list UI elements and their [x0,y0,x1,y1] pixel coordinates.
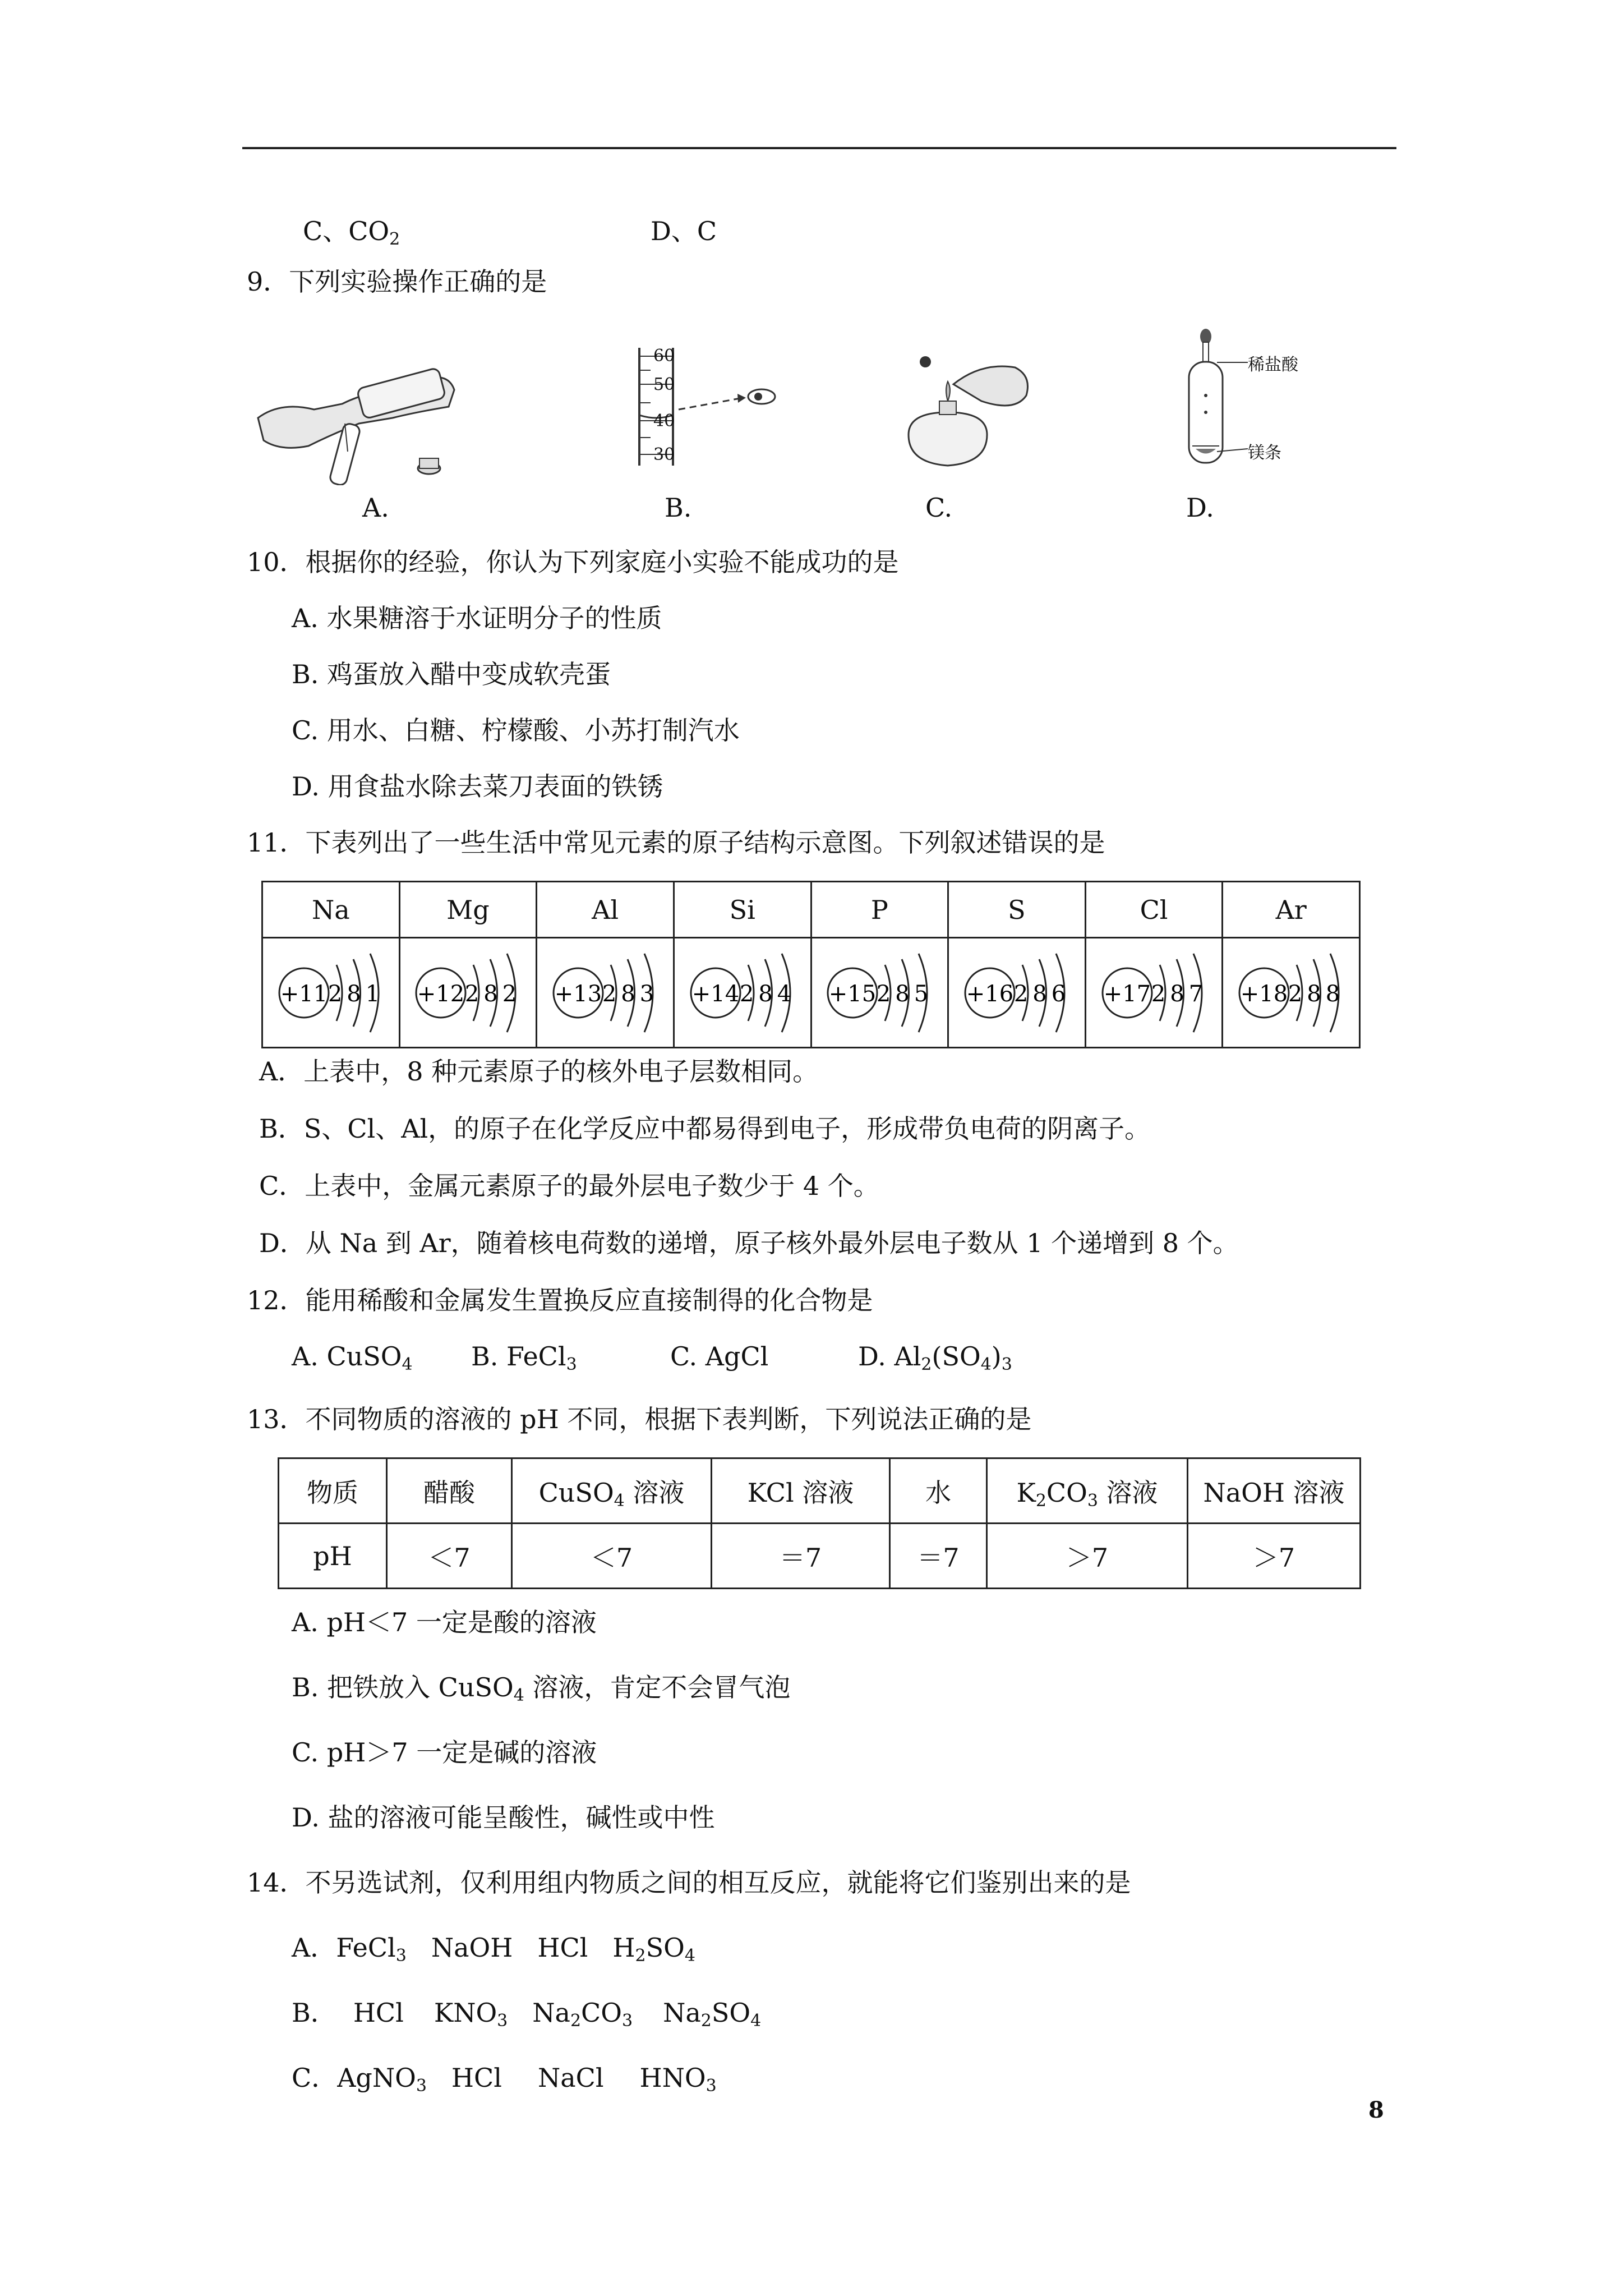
q11-option-c: C．上表中，金属元素原子的最外层电子数少于 4 个。 [259,1171,879,1201]
element-symbol: Na [262,882,400,938]
cylinder-tick-60: 60 [653,346,675,366]
atom-diagram [269,945,393,1041]
q9-label-d: D. [1186,493,1214,523]
element-symbol: Al [537,882,674,938]
q13-stem: 13．不同物质的溶液的 pH 不同，根据下表判断，下列说法正确的是 [247,1404,1032,1434]
q11-option-a: A．上表中，8 种元素原子的核外电子层数相同。 [259,1056,819,1087]
atom-diagram [406,945,529,1041]
electron-shells: 281 [328,981,384,1007]
element-symbol: S [948,882,1086,938]
atom-diagram-cell [674,938,811,1048]
q13-option-c: C. pH＞7 一定是碱的溶液 [292,1737,597,1768]
q9-label-a: A. [362,493,389,523]
atom-table-diagram-row [262,938,1360,1048]
atom-structure-table [261,881,1361,1048]
q9-label-c: C. [925,493,953,523]
q14-option-b: B． HCl $KNO_3$ $Na_2CO_3$ $Na_2SO_4$ [292,1998,762,2031]
q14-option-c: C．AgNO$_3$ HCl NaCl $HNO_3$ [292,2063,717,2096]
ph-cell: ＝7 [712,1524,890,1589]
q10-option-d: D. 用食盐水除去菜刀表面的铁锈 [292,771,663,802]
q10-stem: 10．根据你的经验，你认为下列家庭小实验不能成功的是 [247,547,899,577]
tube-label-lines [1217,353,1251,454]
ph-cell: ＝7 [890,1524,987,1589]
q10-option-a: A. 水果糖溶于水证明分子的性质 [292,603,662,633]
atom-diagram-cell [399,938,537,1048]
nucleus-charge: +12 [417,981,465,1007]
ph-table-row [279,1524,1361,1589]
electron-shells: 282 [465,981,522,1007]
ph-header-cell: CuSO$_4$ 溶液 [512,1458,712,1524]
cylinder-tick-30: 30 [653,445,675,464]
ph-header-cell: KCl 溶液 [712,1458,890,1524]
q10-option-c: C. 用水、白糖、柠檬酸、小苏打制汽水 [292,715,740,746]
electron-shells: 283 [602,981,659,1007]
nucleus-charge: +16 [966,981,1014,1007]
ph-cell: ＞7 [1188,1524,1361,1589]
atom-diagram [955,945,1078,1041]
q13-option-d: D. 盐的溶液可能呈酸性，碱性或中性 [292,1802,715,1833]
q14-option-a: A．FeCl$_3$ NaOH HCl $H_2SO_4$ [292,1932,695,1966]
atom-diagram-cell [537,938,674,1048]
nucleus-charge: +15 [829,981,877,1007]
figure-alcohol-lamp [892,351,1038,474]
atom-diagram-cell [811,938,948,1048]
element-symbol: P [811,882,948,938]
electron-shells: 288 [1288,981,1345,1007]
q9-label-b: B. [665,493,692,523]
ph-header-cell: NaOH 溶液 [1188,1458,1361,1524]
ph-header-cell: 物质 [279,1458,387,1524]
nucleus-charge: +11 [280,981,328,1007]
ph-header-cell: 醋酸 [387,1458,512,1524]
q8-option-d: D、C [651,216,717,246]
electron-shells: 285 [877,981,933,1007]
ph-header-cell: 水 [890,1458,987,1524]
ph-table [278,1457,1361,1589]
q8-option-c: C、$CO_2$ [303,216,400,249]
q11-option-b: B．S、Cl、Al，的原子在化学反应中都易得到电子，形成带负电荷的阴离子。 [259,1114,1151,1144]
ph-table-header [279,1458,1361,1524]
q13-option-a: A. pH＜7 一定是酸的溶液 [292,1607,597,1637]
atom-diagram-cell [1085,938,1223,1048]
q12-option-b: B. FeCl$_3$ [471,1341,577,1374]
ph-cell: ＜7 [387,1524,512,1589]
electron-shells: 286 [1013,981,1071,1007]
cylinder-tick-40: 40 [653,411,675,431]
element-symbol: Mg [399,882,537,938]
atom-table-symbol-row [262,882,1360,938]
electron-shells: 284 [739,981,796,1007]
ph-header-cell: $K_2CO_3$ 溶液 [987,1458,1188,1524]
nucleus-charge: +13 [554,981,602,1007]
q9-stem: 9．下列实验操作正确的是 [247,266,547,297]
ph-cell: ＜7 [512,1524,712,1589]
element-symbol: Si [674,882,811,938]
cylinder-tick-50: 50 [653,375,675,394]
nucleus-charge: +14 [691,981,739,1007]
figure-pouring-liquid [247,339,460,485]
tube-label-acid: 稀盐酸 [1248,355,1298,375]
element-symbol: Ar [1223,882,1360,938]
nucleus-charge: +18 [1240,981,1288,1007]
ph-cell: ＞7 [987,1524,1188,1589]
nucleus-charge: +17 [1103,981,1151,1007]
q11-option-d: D．从 Na 到 Ar，随着核电荷数的递增，原子核外最外层电子数从 1 个递增到 8 个。 [259,1228,1239,1258]
element-symbol: Cl [1085,882,1223,938]
atom-diagram [543,945,667,1041]
q12-option-a: A. CuSO$_4$ [292,1341,413,1374]
q12-option-c: C. AgCl [670,1341,769,1372]
q10-option-b: B. 鸡蛋放入醋中变成软壳蛋 [292,659,611,689]
figure-graduated-cylinder [617,342,785,471]
atom-diagram-cell [1223,938,1360,1048]
q12-option-d: D. $Al_2(SO_4)_3$ [858,1341,1012,1374]
q14-stem: 14．不另选试剂，仅利用组内物质之间的相互反应，就能将它们鉴别出来的是 [247,1867,1131,1898]
q11-stem: 11．下表列出了一些生活中常见元素的原子结构示意图。下列叙述错误的是 [247,827,1105,858]
q13-option-b: B. 把铁放入 CuSO$_4$ 溶液，肯定不会冒气泡 [292,1672,791,1705]
header-rule [242,147,1396,149]
atom-diagram [681,945,804,1041]
atom-diagram [818,945,941,1041]
atom-diagram [1092,945,1216,1041]
q12-stem: 12．能用稀酸和金属发生置换反应直接制得的化合物是 [247,1285,873,1315]
atom-diagram-cell [262,938,400,1048]
page-number: 8 [1368,2097,1384,2123]
electron-shells: 287 [1151,981,1207,1007]
atom-diagram [1229,945,1353,1041]
atom-diagram-cell [948,938,1086,1048]
ph-cell: pH [279,1524,387,1589]
tube-label-mg: 镁条 [1248,443,1281,463]
